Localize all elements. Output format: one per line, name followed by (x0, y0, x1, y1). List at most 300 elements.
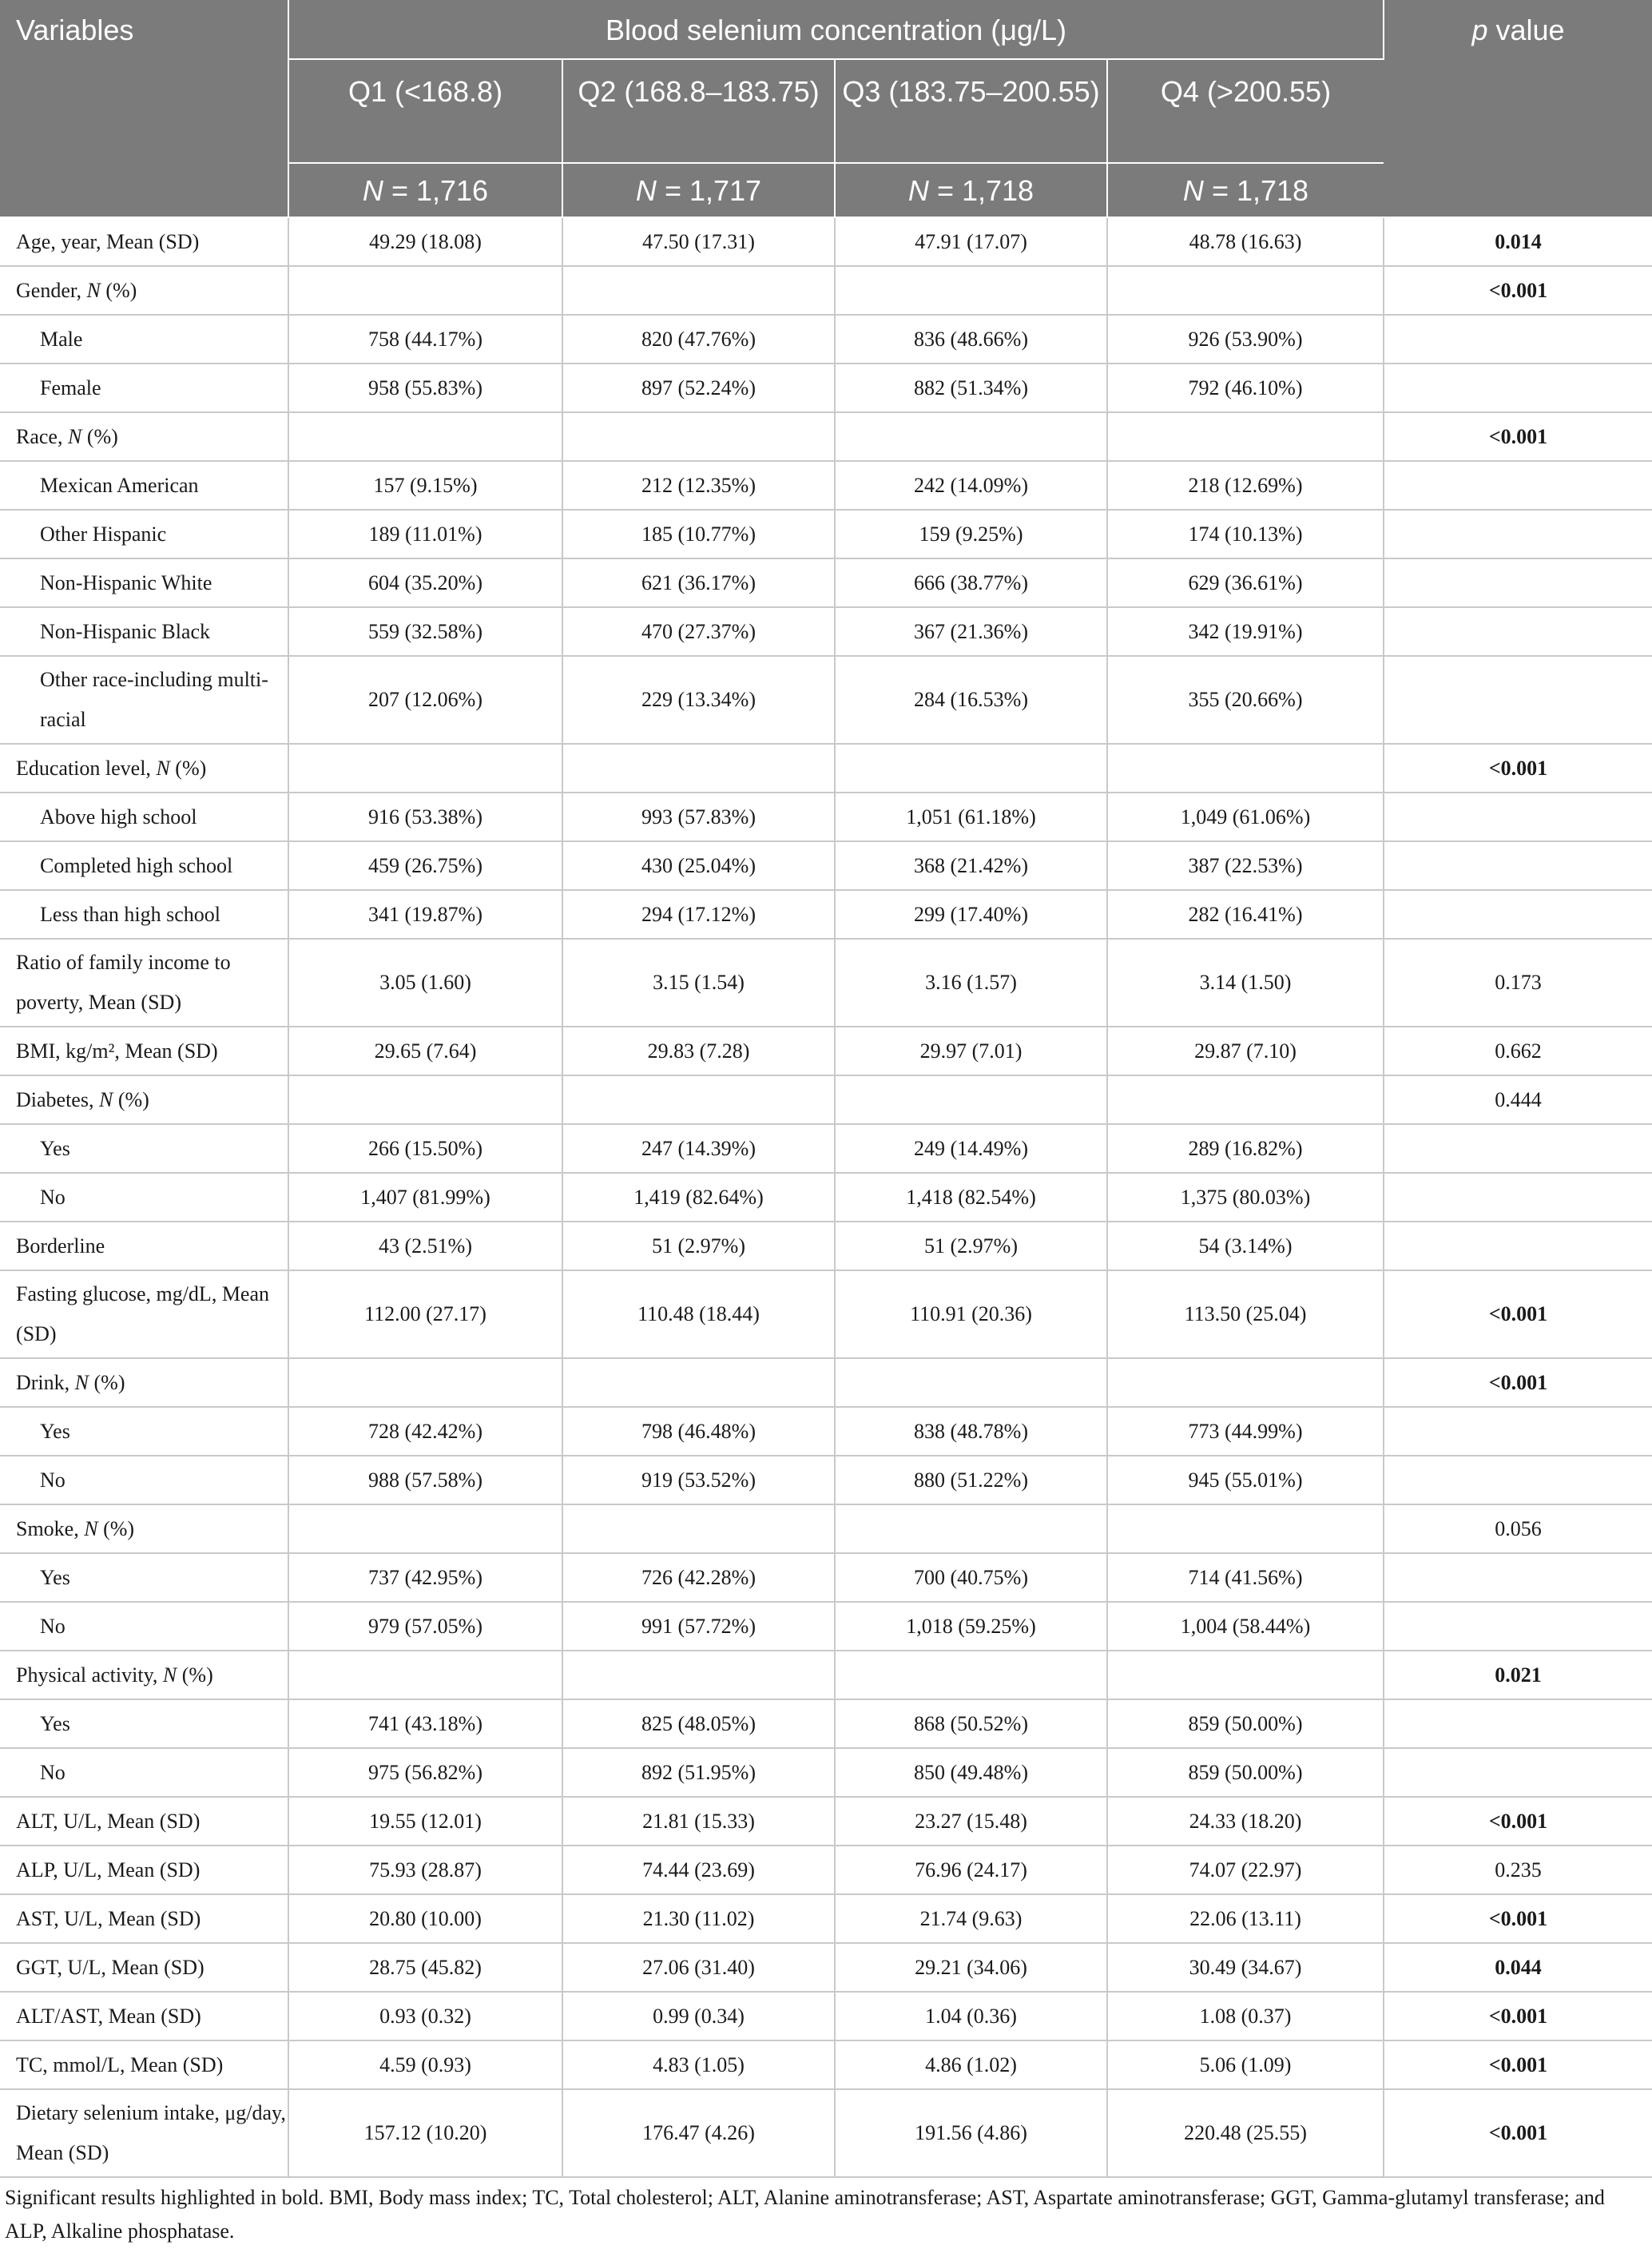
row-label (0, 1992, 288, 2040)
row-label-suffix: (%) (169, 756, 207, 780)
cell-q4: 387 (22.53%) (1107, 841, 1384, 890)
n-label: N (1182, 174, 1204, 207)
row-label-text: GGT, U/L, Mean (SD) (16, 1955, 205, 1979)
table-row (0, 744, 1652, 793)
cell-q2: 798 (46.48%) (562, 1407, 835, 1456)
cell-q3: 249 (14.49%) (835, 1124, 1107, 1173)
cell-q3: 838 (48.78%) (835, 1407, 1107, 1456)
cell-q4: 1,004 (58.44%) (1107, 1602, 1384, 1651)
row-label-text: Completed high school (40, 853, 233, 877)
cell-q4 (1107, 1075, 1384, 1124)
cell-q3: 1,418 (82.54%) (835, 1173, 1107, 1222)
row-label-text: Other Hispanic (40, 522, 167, 546)
cell-q4: 282 (16.41%) (1107, 890, 1384, 939)
header-q2: Q2 (168.8–183.75) (562, 59, 835, 163)
table-row (0, 510, 1652, 558)
table-row (0, 607, 1652, 656)
row-label-text: Fasting glucose, mg/dL, Mean (SD) (16, 1282, 270, 1345)
cell-q1: 29.65 (7.64) (288, 1027, 562, 1075)
row-label (0, 1943, 288, 1992)
row-label (0, 315, 288, 364)
row-label-italic: N (74, 1370, 89, 1394)
n-label: N (907, 174, 929, 207)
row-label-suffix: (%) (97, 1516, 135, 1540)
row-label-text: Age, year, Mean (SD) (16, 229, 200, 253)
cell-q2: 4.83 (1.05) (562, 2040, 835, 2089)
table-row (0, 1270, 1652, 1358)
cell-q2: 51 (2.97%) (562, 1222, 835, 1270)
cell-p-value: 0.014 (1384, 217, 1652, 266)
n-value: = 1,718 (1211, 174, 1309, 207)
cell-p-value: <0.001 (1384, 1894, 1652, 1943)
cell-q3: 367 (21.36%) (835, 607, 1107, 656)
header-q4: Q4 (>200.55) (1107, 59, 1384, 163)
cell-q3 (835, 412, 1107, 461)
row-label (0, 1846, 288, 1894)
row-label-text: Mexican American (40, 473, 199, 497)
table-row (0, 2040, 1652, 2089)
table-row (0, 1407, 1652, 1456)
header-q3: Q3 (183.75–200.55) (835, 59, 1107, 163)
cell-q1: 189 (11.01%) (288, 510, 562, 558)
cell-q3: 29.21 (34.06) (835, 1943, 1107, 1992)
cell-q2: 621 (36.17%) (562, 558, 835, 607)
cell-q4: 5.06 (1.09) (1107, 2040, 1384, 2089)
cell-q3: 76.96 (24.17) (835, 1846, 1107, 1894)
cell-q2: 1,419 (82.64%) (562, 1173, 835, 1222)
table-row (0, 412, 1652, 461)
row-label-suffix: (%) (113, 1087, 149, 1111)
cell-q3: 29.97 (7.01) (835, 1027, 1107, 1075)
cell-q1: 20.80 (10.00) (288, 1894, 562, 1943)
cell-p-value: 0.021 (1384, 1651, 1652, 1699)
cell-q1 (288, 412, 562, 461)
cell-q4: 54 (3.14%) (1107, 1222, 1384, 1270)
row-label-text: Dietary selenium intake, μg/day, Mean (SD) (16, 2101, 286, 2164)
cell-q3: 23.27 (15.48) (835, 1797, 1107, 1846)
row-label-text: Yes (40, 1711, 70, 1735)
cell-q1: 604 (35.20%) (288, 558, 562, 607)
cell-q3: 700 (40.75%) (835, 1553, 1107, 1602)
cell-q4: 220.48 (25.55) (1107, 2089, 1384, 2177)
cell-p-value (1384, 1456, 1652, 1504)
row-label-italic: N (156, 756, 170, 780)
cell-q3 (835, 1651, 1107, 1699)
cell-q3: 836 (48.66%) (835, 315, 1107, 364)
cell-p-value: 0.235 (1384, 1846, 1652, 1894)
cell-p-value: 0.056 (1384, 1504, 1652, 1553)
cell-q1: 4.59 (0.93) (288, 2040, 562, 2089)
row-label-text: Yes (40, 1136, 70, 1160)
row-label-text: No (40, 1468, 66, 1492)
cell-p-value: <0.001 (1384, 412, 1652, 461)
cell-p-value: <0.001 (1384, 2089, 1652, 2177)
cell-p-value: <0.001 (1384, 744, 1652, 793)
cell-q3: 368 (21.42%) (835, 841, 1107, 890)
cell-q2: 110.48 (18.44) (562, 1270, 835, 1358)
n-value: = 1,718 (936, 174, 1034, 207)
row-label (0, 1651, 288, 1699)
row-label (0, 558, 288, 607)
row-label-text: Yes (40, 1419, 70, 1443)
cell-q1: 112.00 (27.17) (288, 1270, 562, 1358)
table-row (0, 1846, 1652, 1894)
cell-p-value (1384, 461, 1652, 510)
row-label-text: No (40, 1760, 66, 1784)
row-label-text: Gender, (16, 278, 87, 302)
cell-q1: 728 (42.42%) (288, 1407, 562, 1456)
cell-q2: 892 (51.95%) (562, 1748, 835, 1797)
header-n-q1 (288, 163, 562, 217)
cell-q1: 75.93 (28.87) (288, 1846, 562, 1894)
cell-q4: 629 (36.61%) (1107, 558, 1384, 607)
table-row (0, 1651, 1652, 1699)
cell-q2: 176.47 (4.26) (562, 2089, 835, 2177)
table-row (0, 1173, 1652, 1222)
cell-q1 (288, 744, 562, 793)
cell-q3: 21.74 (9.63) (835, 1894, 1107, 1943)
row-label (0, 607, 288, 656)
cell-q3 (835, 744, 1107, 793)
table-header (0, 0, 1652, 217)
cell-q4: 773 (44.99%) (1107, 1407, 1384, 1456)
table-row (0, 656, 1652, 744)
row-label-text: Diabetes, (16, 1087, 99, 1111)
table-footnote: Significant results highlighted in bold. BMI, Body mass index; TC, Total cholesterol; ALT, Alanine aminotransferase; AST, Aspartate aminotransferase; GGT, Gamma-glutamyl transferase; and ALP, Alkaline phosphatase. (5, 2186, 1605, 2243)
row-label-text: TC, mmol/L, Mean (SD) (16, 2052, 224, 2076)
row-label-text: ALP, U/L, Mean (SD) (16, 1858, 201, 1881)
table-row (0, 1504, 1652, 1553)
row-label-suffix: (%) (177, 1663, 213, 1687)
row-label (0, 1456, 288, 1504)
n-label: N (635, 174, 657, 207)
cell-q1: 28.75 (45.82) (288, 1943, 562, 1992)
cell-q2 (562, 266, 835, 315)
row-label-text: Borderline (16, 1234, 105, 1258)
cell-q3: 868 (50.52%) (835, 1699, 1107, 1748)
cell-q2 (562, 744, 835, 793)
row-label (0, 841, 288, 890)
cell-q1: 459 (26.75%) (288, 841, 562, 890)
cell-q4: 714 (41.56%) (1107, 1553, 1384, 1602)
cell-q2 (562, 412, 835, 461)
cell-q3: 3.16 (1.57) (835, 939, 1107, 1027)
row-label-text: Education level, (16, 756, 157, 780)
row-label-text: Smoke, (16, 1516, 85, 1540)
table-row (0, 2089, 1652, 2177)
cell-p-value (1384, 1748, 1652, 1797)
cell-p-value: 0.444 (1384, 1075, 1652, 1124)
row-label (0, 744, 288, 793)
cell-q3: 1.04 (0.36) (835, 1992, 1107, 2040)
row-label-text: Less than high school (40, 902, 221, 926)
cell-p-value: <0.001 (1384, 266, 1652, 315)
row-label-text: ALT/AST, Mean (SD) (16, 2004, 201, 2028)
table-row (0, 1027, 1652, 1075)
row-label (0, 1173, 288, 1222)
cell-q1: 916 (53.38%) (288, 793, 562, 841)
row-label-suffix: (%) (81, 424, 118, 448)
n-value: = 1,717 (664, 174, 762, 207)
row-label (0, 1222, 288, 1270)
row-label (0, 656, 288, 744)
table-row (0, 1748, 1652, 1797)
cell-q3 (835, 266, 1107, 315)
cell-q2: 820 (47.76%) (562, 315, 835, 364)
header-p-value (1384, 0, 1652, 217)
cell-q3: 110.91 (20.36) (835, 1270, 1107, 1358)
row-label-text: Ratio of family income to poverty, Mean (SD) (16, 951, 231, 1014)
table-row (0, 841, 1652, 890)
cell-q2: 470 (27.37%) (562, 607, 835, 656)
cell-q1 (288, 1504, 562, 1553)
header-group-selenium: Blood selenium concentration (μg/L) (288, 0, 1384, 59)
row-label (0, 1797, 288, 1846)
row-label (0, 461, 288, 510)
cell-q1: 341 (19.87%) (288, 890, 562, 939)
row-label-text: BMI, kg/m², Mean (SD) (16, 1039, 218, 1063)
cell-q2: 726 (42.28%) (562, 1553, 835, 1602)
row-label (0, 1748, 288, 1797)
cell-q3: 51 (2.97%) (835, 1222, 1107, 1270)
row-label (0, 1699, 288, 1748)
cell-p-value: <0.001 (1384, 1270, 1652, 1358)
header-n-q2 (562, 163, 835, 217)
cell-q3 (835, 1075, 1107, 1124)
row-label-text: Non-Hispanic White (40, 570, 212, 594)
row-label-italic: N (162, 1663, 177, 1687)
header-p-rest: value (1487, 14, 1565, 46)
cell-p-value (1384, 607, 1652, 656)
cell-p-value: <0.001 (1384, 1992, 1652, 2040)
table-row (0, 793, 1652, 841)
row-label (0, 1504, 288, 1553)
cell-p-value (1384, 1222, 1652, 1270)
row-label-italic: N (67, 424, 82, 448)
cell-q3: 882 (51.34%) (835, 364, 1107, 412)
cell-q3: 1,051 (61.18%) (835, 793, 1107, 841)
cell-q1: 0.93 (0.32) (288, 1992, 562, 2040)
table-row (0, 461, 1652, 510)
cell-q4: 74.07 (22.97) (1107, 1846, 1384, 1894)
cell-p-value (1384, 1602, 1652, 1651)
table-row (0, 1358, 1652, 1407)
table-row (0, 1456, 1652, 1504)
row-label-text: ALT, U/L, Mean (SD) (16, 1809, 201, 1833)
cell-q3: 666 (38.77%) (835, 558, 1107, 607)
cell-q1: 1,407 (81.99%) (288, 1173, 562, 1222)
cell-q3: 284 (16.53%) (835, 656, 1107, 744)
cell-q4: 30.49 (34.67) (1107, 1943, 1384, 1992)
table-row (0, 1222, 1652, 1270)
header-p-italic: p (1471, 14, 1488, 46)
cell-q4: 1,375 (80.03%) (1107, 1173, 1384, 1222)
cell-q3: 299 (17.40%) (835, 890, 1107, 939)
table-row (0, 1992, 1652, 2040)
row-label-text: Other race-including multi-racial (40, 668, 268, 731)
header-variables: Variables (0, 0, 288, 217)
row-label (0, 793, 288, 841)
cell-p-value (1384, 890, 1652, 939)
cell-q1: 3.05 (1.60) (288, 939, 562, 1027)
table-row (0, 1943, 1652, 1992)
row-label-text: Male (40, 327, 83, 351)
cell-p-value: <0.001 (1384, 1797, 1652, 1846)
cell-q1 (288, 266, 562, 315)
cell-q3: 850 (49.48%) (835, 1748, 1107, 1797)
row-label-text: Race, (16, 424, 68, 448)
cell-q4: 48.78 (16.63) (1107, 217, 1384, 266)
cell-q2: 3.15 (1.54) (562, 939, 835, 1027)
row-label-suffix: (%) (100, 278, 137, 302)
cell-q4 (1107, 1504, 1384, 1553)
cell-q1: 157.12 (10.20) (288, 2089, 562, 2177)
header-n-q4 (1107, 163, 1384, 217)
cell-p-value: 0.044 (1384, 1943, 1652, 1992)
table-row (0, 558, 1652, 607)
table-row (0, 1797, 1652, 1846)
cell-q1 (288, 1651, 562, 1699)
cell-p-value (1384, 1124, 1652, 1173)
cell-p-value (1384, 364, 1652, 412)
cell-q3: 191.56 (4.86) (835, 2089, 1107, 2177)
cell-q4: 792 (46.10%) (1107, 364, 1384, 412)
table-body (0, 217, 1652, 2177)
cell-p-value (1384, 1699, 1652, 1748)
cell-q2: 185 (10.77%) (562, 510, 835, 558)
cell-q2: 897 (52.24%) (562, 364, 835, 412)
cell-q2: 74.44 (23.69) (562, 1846, 835, 1894)
table-row (0, 1553, 1652, 1602)
row-label (0, 1270, 288, 1358)
cell-q3 (835, 1504, 1107, 1553)
cell-q4 (1107, 1651, 1384, 1699)
cell-q3: 880 (51.22%) (835, 1456, 1107, 1504)
row-label-suffix: (%) (89, 1370, 125, 1394)
cell-q2: 919 (53.52%) (562, 1456, 835, 1504)
cell-q1: 758 (44.17%) (288, 315, 562, 364)
row-label-text: Yes (40, 1565, 70, 1589)
cell-q4: 22.06 (13.11) (1107, 1894, 1384, 1943)
row-label-italic: N (84, 1516, 98, 1540)
cell-q1: 988 (57.58%) (288, 1456, 562, 1504)
row-label (0, 364, 288, 412)
table-row (0, 1602, 1652, 1651)
cell-q4 (1107, 1358, 1384, 1407)
cell-q1: 157 (9.15%) (288, 461, 562, 510)
header-n-q3 (835, 163, 1107, 217)
cell-q4: 859 (50.00%) (1107, 1699, 1384, 1748)
row-label (0, 1358, 288, 1407)
table-row (0, 266, 1652, 315)
cell-q2: 29.83 (7.28) (562, 1027, 835, 1075)
cell-p-value (1384, 510, 1652, 558)
cell-q2: 229 (13.34%) (562, 656, 835, 744)
row-label-italic: N (98, 1087, 113, 1111)
cell-q4: 355 (20.66%) (1107, 656, 1384, 744)
cell-q1: 741 (43.18%) (288, 1699, 562, 1748)
cell-q2: 212 (12.35%) (562, 461, 835, 510)
cell-q2: 430 (25.04%) (562, 841, 835, 890)
cell-q2: 294 (17.12%) (562, 890, 835, 939)
cell-p-value: <0.001 (1384, 1358, 1652, 1407)
cell-p-value (1384, 841, 1652, 890)
cell-q4: 342 (19.91%) (1107, 607, 1384, 656)
cell-q4: 926 (53.90%) (1107, 315, 1384, 364)
cell-q4: 1,049 (61.06%) (1107, 793, 1384, 841)
cell-q4 (1107, 412, 1384, 461)
cell-p-value (1384, 558, 1652, 607)
row-label (0, 510, 288, 558)
cell-q4: 113.50 (25.04) (1107, 1270, 1384, 1358)
cell-q1: 979 (57.05%) (288, 1602, 562, 1651)
cell-p-value (1384, 656, 1652, 744)
cell-q4: 859 (50.00%) (1107, 1748, 1384, 1797)
cell-q2 (562, 1358, 835, 1407)
cell-p-value (1384, 793, 1652, 841)
row-label (0, 1027, 288, 1075)
cell-q4: 289 (16.82%) (1107, 1124, 1384, 1173)
cell-q1: 207 (12.06%) (288, 656, 562, 744)
row-label-text: No (40, 1185, 66, 1209)
cell-q3: 1,018 (59.25%) (835, 1602, 1107, 1651)
cell-q3: 159 (9.25%) (835, 510, 1107, 558)
cell-q2: 825 (48.05%) (562, 1699, 835, 1748)
row-label (0, 412, 288, 461)
cell-q2 (562, 1075, 835, 1124)
table-row (0, 217, 1652, 266)
cell-q2: 993 (57.83%) (562, 793, 835, 841)
row-label-text: Non-Hispanic Black (40, 619, 211, 643)
table-row (0, 1075, 1652, 1124)
cell-p-value: 0.662 (1384, 1027, 1652, 1075)
row-label (0, 939, 288, 1027)
cell-p-value: <0.001 (1384, 2040, 1652, 2089)
cell-q4 (1107, 744, 1384, 793)
cell-q1 (288, 1358, 562, 1407)
row-label (0, 1894, 288, 1943)
header-q1: Q1 (<168.8) (288, 59, 562, 163)
cell-q1: 958 (55.83%) (288, 364, 562, 412)
cell-q4: 24.33 (18.20) (1107, 1797, 1384, 1846)
cell-q4 (1107, 266, 1384, 315)
row-label (0, 1553, 288, 1602)
row-label-text: Above high school (40, 805, 197, 828)
cell-p-value (1384, 1173, 1652, 1222)
cell-q4: 945 (55.01%) (1107, 1456, 1384, 1504)
cell-q1: 19.55 (12.01) (288, 1797, 562, 1846)
table-row (0, 939, 1652, 1027)
row-label-text: Drink, (16, 1370, 75, 1394)
row-label (0, 266, 288, 315)
row-label (0, 2089, 288, 2177)
row-label-italic: N (86, 278, 101, 302)
cell-p-value (1384, 1553, 1652, 1602)
n-value: = 1,716 (391, 174, 489, 207)
cell-q2: 47.50 (17.31) (562, 217, 835, 266)
row-label-text: Physical activity, (16, 1663, 163, 1687)
cell-q1: 559 (32.58%) (288, 607, 562, 656)
row-label (0, 217, 288, 266)
table-row (0, 1699, 1652, 1748)
cell-q1: 49.29 (18.08) (288, 217, 562, 266)
cell-q4: 3.14 (1.50) (1107, 939, 1384, 1027)
table-row (0, 1124, 1652, 1173)
cell-q2 (562, 1651, 835, 1699)
table-row (0, 315, 1652, 364)
row-label (0, 1075, 288, 1124)
cell-q4: 174 (10.13%) (1107, 510, 1384, 558)
